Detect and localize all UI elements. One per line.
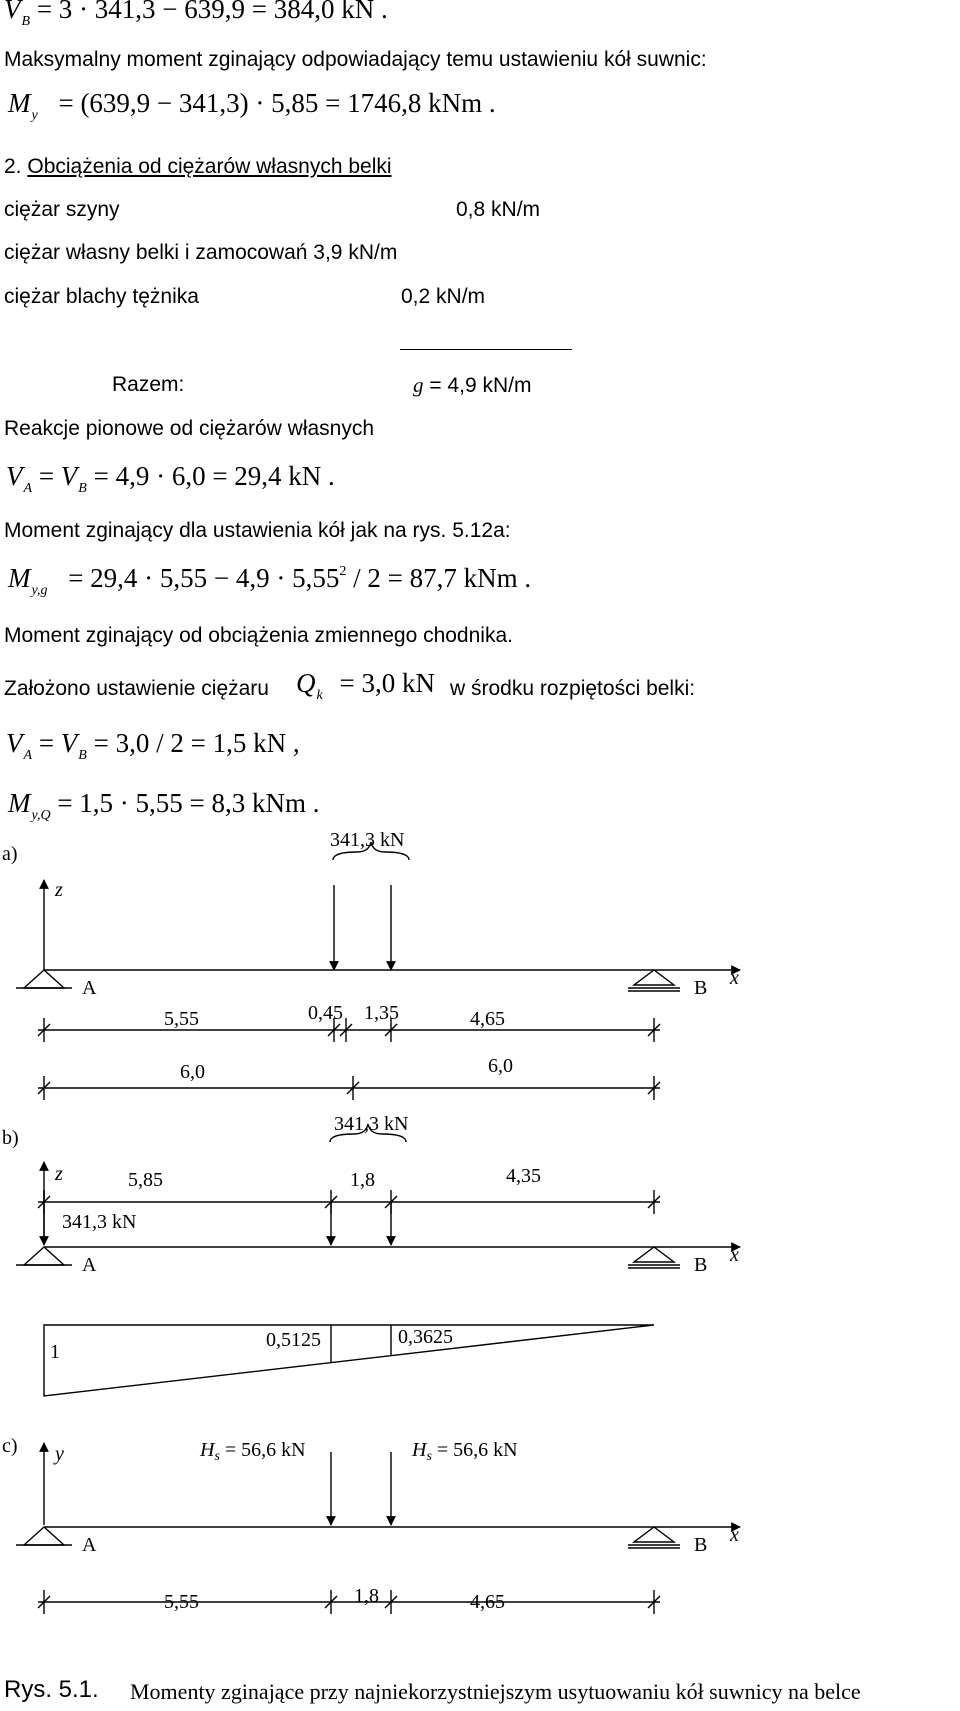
assumed-equation: $Q_k = 3,0$ kN bbox=[296, 668, 435, 703]
influence-ordinate-1: 1 bbox=[50, 1341, 60, 1363]
support-b-roller-b bbox=[634, 1247, 674, 1262]
support-a-pinned-c bbox=[24, 1527, 64, 1545]
section-title: Obciążenia od ciężarów własnych belki bbox=[27, 155, 392, 178]
dim-c-1: 5,55 bbox=[164, 1591, 199, 1613]
equation-va-vb-q: $V_A = V_B = 3,0 / 2 = 1,5$ kN , bbox=[6, 728, 300, 763]
influence-line-diagram bbox=[44, 1325, 654, 1396]
assumed-line: Założono ustawienie ciężaru bbox=[4, 677, 269, 700]
sum-rule bbox=[400, 349, 572, 350]
support-b-roller bbox=[634, 970, 674, 985]
force-label-c2: $H_s = 56,6$ kN bbox=[412, 1439, 518, 1464]
dim-c-3: 4,65 bbox=[470, 1591, 505, 1613]
panel-b-label: b) bbox=[2, 1127, 19, 1149]
axis-z-b: z bbox=[55, 1163, 63, 1185]
moment-intro: Moment zginający dla ustawienia kół jak na rys. 5.12a: bbox=[4, 519, 511, 542]
support-b-label: B bbox=[694, 977, 708, 999]
assumed-post: w środku rozpiętości belki: bbox=[450, 677, 696, 700]
dim-b-3: 4,35 bbox=[506, 1165, 541, 1187]
panel-a-label: a) bbox=[2, 843, 18, 865]
dim-a-2: 0,45 bbox=[308, 1002, 343, 1024]
total-value: g = 4,9 kN/m bbox=[413, 373, 532, 397]
dim-a-6: 6,0 bbox=[488, 1055, 513, 1077]
sheet-weight-label: ciężar blachy tężnika bbox=[4, 285, 199, 308]
section-heading bbox=[4, 155, 392, 179]
support-b-roller-c bbox=[634, 1527, 674, 1542]
axis-x-c: x bbox=[730, 1524, 739, 1546]
max-moment-intro: Maksymalny moment zginający odpowiadający temu ustawieniu kół suwnic: bbox=[4, 48, 707, 71]
support-a-pinned-b bbox=[24, 1247, 64, 1265]
axis-y-c: y bbox=[55, 1443, 64, 1465]
walkway-intro: Moment zginający od obciążenia zmiennego chodnika. bbox=[4, 624, 513, 647]
equation-va-vb: $V_A = V_B = 4,9 \cdot 6,0 = 29,4$ kN . bbox=[6, 461, 335, 496]
beam-weight-label: ciężar własny belki i zamocowań 3,9 kN/m bbox=[4, 241, 398, 264]
support-a-pinned bbox=[24, 970, 64, 988]
reactions-intro: Reakcje pionowe od ciężarów własnych bbox=[4, 417, 375, 440]
rail-weight-label: ciężar szyny bbox=[4, 198, 120, 221]
dim-c-2: 1,8 bbox=[354, 1585, 379, 1607]
dim-a-4: 4,65 bbox=[470, 1008, 505, 1030]
caption-text: Momenty zginające przy najniekorzystniejszym usytuowaniu kół suwnicy na belce bbox=[130, 1679, 861, 1704]
beam-figure bbox=[0, 830, 960, 1666]
caption-number: Rys. 5.1. bbox=[4, 1676, 99, 1703]
equation-vb: $V_B = 3 \cdot 341,3 - 639,9 = 384,0$ kN . bbox=[4, 0, 388, 29]
dim-a-5: 6,0 bbox=[180, 1061, 205, 1083]
sheet-weight-value: 0,2 kN/m bbox=[401, 285, 486, 308]
support-b-label-c: B bbox=[694, 1534, 708, 1556]
rail-weight-value: 0,8 kN/m bbox=[456, 198, 541, 221]
support-b-label-b: B bbox=[694, 1254, 708, 1276]
panel-c-label: c) bbox=[2, 1435, 18, 1457]
equation-myq: $M_{y,Q} = 1,5 \cdot 5,55 = 8,3$ kNm . bbox=[8, 788, 320, 823]
axis-x-b: x bbox=[730, 1244, 739, 1266]
influence-ordinate-2: 0,5125 bbox=[266, 1329, 321, 1351]
equation-my: $M_y = (639,9 - 341,3) \cdot 5,85 = 1746,8$ kNm . bbox=[8, 88, 496, 123]
dim-a-1: 5,55 bbox=[164, 1008, 199, 1030]
support-a-label-c: A bbox=[82, 1534, 97, 1556]
dim-a-3: 1,35 bbox=[364, 1002, 399, 1024]
total-label: Razem: bbox=[112, 373, 185, 396]
dim-b-1: 5,85 bbox=[128, 1169, 163, 1191]
load-label-b: 341,3 kN bbox=[334, 1113, 409, 1135]
equation-myg: $M_{y,g} = 29,4 \cdot 5,55 - 4,9 \cdot 5,55^2 / 2 = 87,7$ kNm . bbox=[8, 563, 532, 598]
support-a-label: A bbox=[82, 977, 97, 999]
influence-ordinate-3: 0,3625 bbox=[398, 1326, 453, 1348]
support-a-label-b: A bbox=[82, 1254, 97, 1276]
force-label-c1: $H_s = 56,6$ kN bbox=[200, 1439, 306, 1464]
axis-x-a: x bbox=[730, 967, 739, 989]
load-label-a: 341,3 kN bbox=[330, 830, 405, 851]
dim-b-2: 1,8 bbox=[350, 1169, 375, 1191]
section-number: 2. bbox=[4, 155, 22, 178]
reaction-label-b: 341,3 kN bbox=[62, 1211, 137, 1233]
axis-z-a: z bbox=[55, 879, 63, 901]
